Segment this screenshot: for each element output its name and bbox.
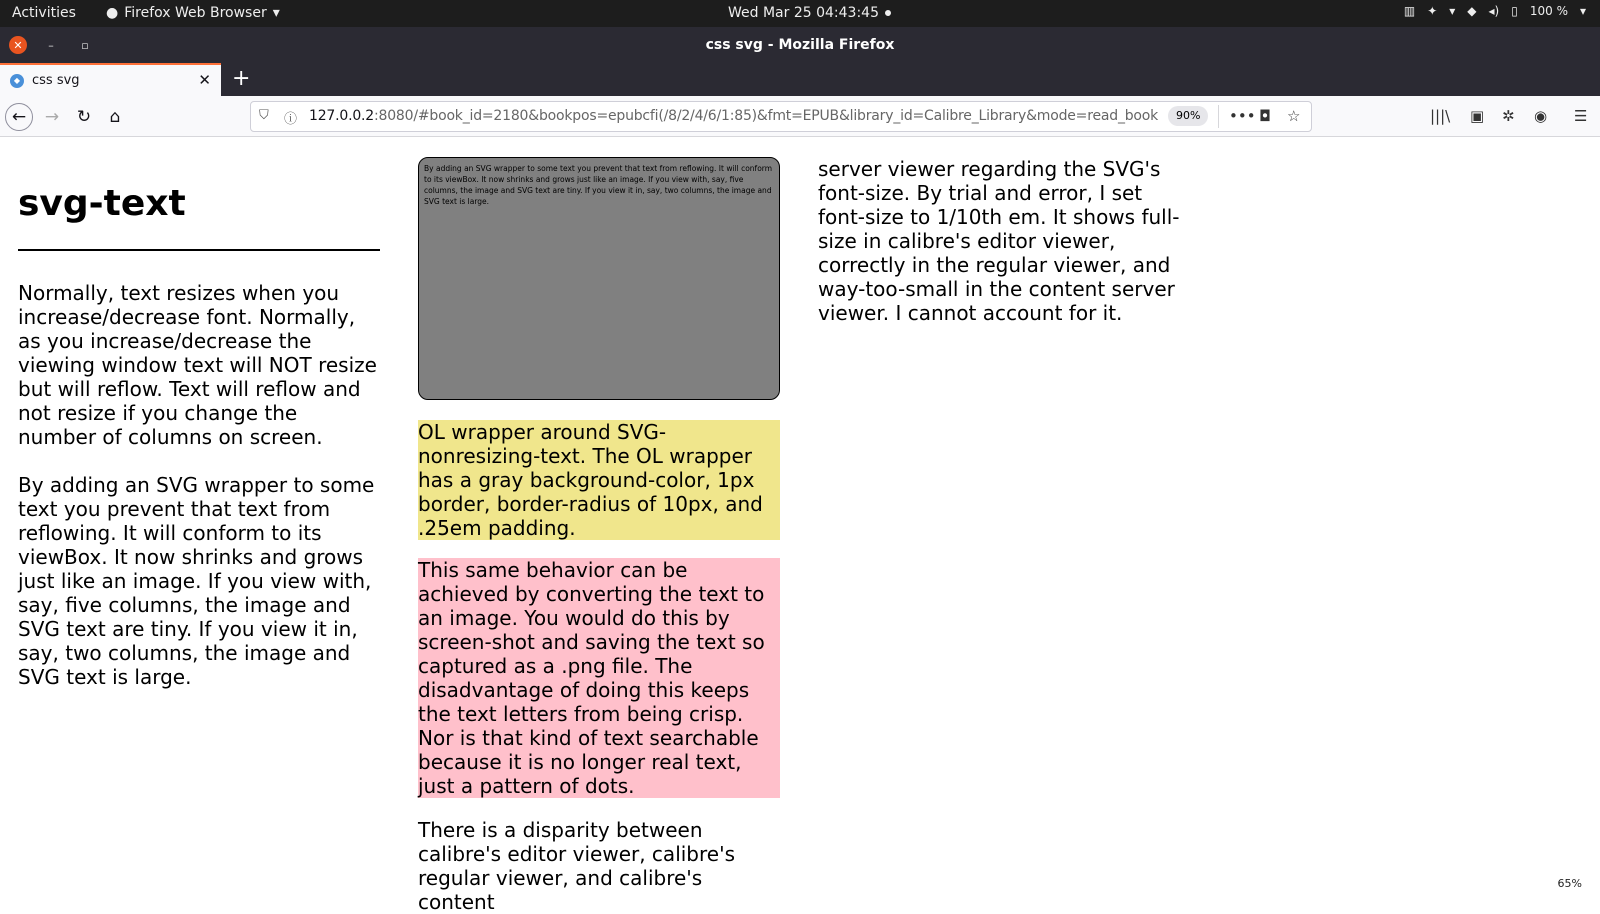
window-title: css svg - Mozilla Firefox [705,37,895,53]
window-title-bar [0,27,1600,63]
pocket-icon[interactable]: ◘ [1259,107,1271,125]
home-button[interactable]: ⌂ [109,107,121,127]
navigation-bar [0,96,1600,137]
forward-button[interactable]: → [44,107,60,127]
system-tray[interactable] [1404,4,1586,18]
extension-icon[interactable]: ✲ [1502,107,1515,125]
url-bar[interactable] [250,101,1312,132]
divider [18,249,380,251]
disparity-paragraph-start: There is a disparity between calibre's editor viewer, calibre's regular viewer, and calibre's content [418,818,736,914]
disparity-paragraph-end: server viewer regarding the SVG's font-size. By trial and error, I set font-size to 1/10th em. It shows full-size in calibre's editor viewer, correctly in the regular viewer, and way-too-small in the content server viewer. I cannot account for it. [818,157,1180,325]
tab-title: css svg [32,73,80,88]
shield-icon: ◆ [10,74,24,88]
svg-wrapper-paragraph: By adding an SVG wrapper to some text you prevent that text from reflowing. It will conform to its viewBox. It now shrinks and grows just like an image. If you view with, say, five columns, the image and SVG text are tiny. If you view it in, say, two columns, the image and SVG text is large. [18,473,375,689]
accessibility-icon[interactable]: ✦ [1427,4,1438,18]
page-content [0,137,1600,914]
intro-paragraph: Normally, text resizes when you increase/decrease font. Normally, as you increase/decrease the viewing window text will NOT resize but will reflow. Text will reflow and not resize if you change the number of columns on screen. [18,281,377,449]
maximize-window-button[interactable]: ▫ [81,38,89,52]
url-text[interactable] [309,108,1158,124]
menu-icon[interactable]: ☰ [1574,107,1588,125]
battery-icon: ▯ [1511,4,1518,18]
bookmark-star-icon[interactable]: ☆ [1287,107,1301,125]
url-path: :8080/#book_id=2180&bookpos=epubcfi(/8/2/4/6/1:85)&fmt=EPUB&library_id=Calibre_Library&mode=read_book [374,108,1159,124]
zoom-indicator[interactable]: 90% [1168,106,1208,126]
page-title: svg-text [18,183,186,224]
tracking-protection-icon[interactable]: ⛉ [259,108,269,123]
reload-button[interactable]: ↻ [76,107,92,127]
battery-label: 100 % [1529,4,1568,18]
tab-css-svg[interactable] [0,63,221,96]
sidebar-icon[interactable]: ▣ [1470,107,1485,125]
ol-wrapper-note: OL wrapper around SVG-nonresizing-text. The OL wrapper has a gray background-color, 1px border, border-radius of 10px, and .25em padding. [418,420,780,540]
divider [1218,105,1219,128]
library-icon[interactable]: |||\ [1430,107,1451,125]
clock-label: Wed Mar 25 04:43:45 [728,5,879,21]
back-button[interactable]: ← [5,103,33,131]
wifi-icon: ◆ [1467,4,1477,18]
minimize-window-button[interactable]: – [48,38,54,52]
new-tab-button[interactable]: + [232,66,251,91]
column-1 [18,183,380,713]
chevron-down-icon: ▾ [1579,4,1586,18]
more-actions-icon[interactable]: ••• [1229,107,1256,125]
chevron-down-icon: ▾ [1449,4,1456,18]
reading-progress: 65% [1557,877,1582,890]
column-2 [418,157,780,914]
notification-dot-icon [885,10,891,16]
chevron-down-icon: ▾ [272,5,280,21]
url-host: 127.0.0.2 [309,108,374,124]
activities-button[interactable]: Activities [12,5,76,21]
volume-icon: ◂) [1488,4,1500,18]
svg-nonresizing-text-box: By adding an SVG wrapper to some text you prevent that text from reflowing. It will conform to its viewBox. It now shrinks and grows just like an image. If you view with, say, five columns, the image and SVG text are tiny. If you view it in, say, two columns, the image and SVG text is large. [418,157,780,400]
column-3 [818,157,1183,325]
image-alternative-note: This same behavior can be achieved by converting the text to an image. You would do this by screen-shot and saving the text so captured as a .png file. The disadvantage of doing this keeps the text letters from being crisp. Nor is that kind of text searchable because it is no longer real text, just a pattern of dots. [418,558,780,798]
system-top-bar [0,0,1600,27]
app-menu[interactable] [106,5,280,21]
books-icon[interactable]: ▥ [1403,4,1416,18]
tab-strip [0,63,1600,96]
app-menu-label: Firefox Web Browser [124,5,267,21]
account-icon[interactable]: ◉ [1534,107,1548,125]
close-icon[interactable]: ✕ [198,71,211,89]
clock[interactable] [728,5,891,21]
firefox-icon: ● [106,5,119,21]
site-info-icon[interactable]: ⓘ [284,112,298,127]
close-window-button[interactable]: ✕ [9,36,27,54]
